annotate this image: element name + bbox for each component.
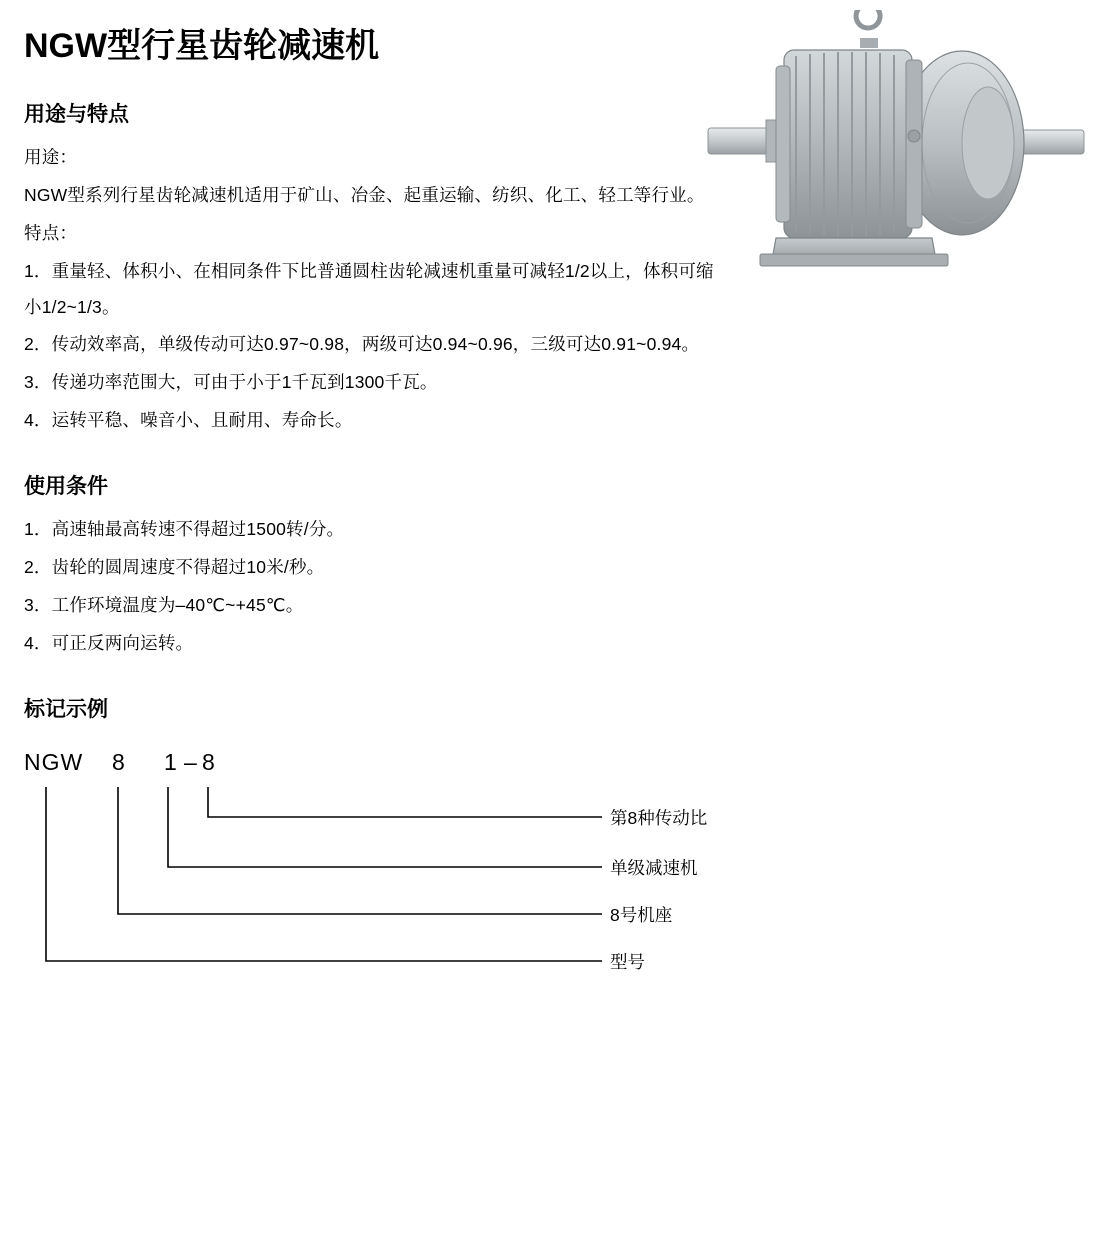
page-title: NGW型行星齿轮减速机	[24, 27, 380, 65]
paragraph: 4．可正反两向运转。	[24, 633, 194, 654]
paragraph: NGW型系列行星齿轮减速机适用于矿山、冶金、起重运输、纺织、化工、轻工等行业。	[24, 184, 705, 205]
paragraph: 特点：	[24, 222, 78, 243]
section-heading-conditions: 使用条件	[24, 475, 108, 499]
paragraph: 3．工作环境温度为–40℃~+45℃。	[24, 595, 304, 616]
gear-reducer-illustration	[700, 10, 1090, 280]
code-token-frame: 8	[112, 749, 126, 776]
marking-label-frame: 8号机座	[610, 905, 673, 926]
paragraph: 用途：	[24, 147, 78, 168]
paragraph: 4．运转平稳、噪音小、且耐用、寿命长。	[24, 410, 353, 431]
product-photo	[700, 10, 1090, 280]
marking-label-ratio: 第8种传动比	[610, 808, 708, 829]
marking-example-diagram	[24, 749, 1024, 1009]
marking-label-stage: 单级减速机	[610, 858, 698, 879]
section-heading-marking: 标记示例	[24, 697, 108, 721]
code-token-dash: –	[184, 749, 198, 776]
paragraph: 3．传递功率范围大，可由于小于1千瓦到1300千瓦。	[24, 372, 438, 393]
paragraph: 2．传动效率高，单级传动可达0.97~0.98，两级可达0.94~0.96，三级可达0.91~0.94。	[24, 334, 700, 355]
paragraph: 1．高速轴最高转速不得超过1500转/分。	[24, 519, 345, 540]
paragraph: 2．齿轮的圆周速度不得超过10米/秒。	[24, 557, 325, 578]
document-body	[24, 26, 724, 723]
leader-lines	[24, 749, 1024, 1009]
section-heading-usage: 用途与特点	[24, 102, 129, 126]
code-token-model: NGW	[24, 749, 84, 776]
paragraph: 1．重量轻、体积小、在相同条件下比普通圆柱齿轮减速机重量可减轻1/2以上，体积可缩小1/2~1/3。	[24, 260, 714, 317]
code-token-stage: 1	[164, 749, 178, 776]
code-token-ratio: 8	[202, 749, 216, 776]
marking-label-model: 型号	[610, 952, 645, 973]
